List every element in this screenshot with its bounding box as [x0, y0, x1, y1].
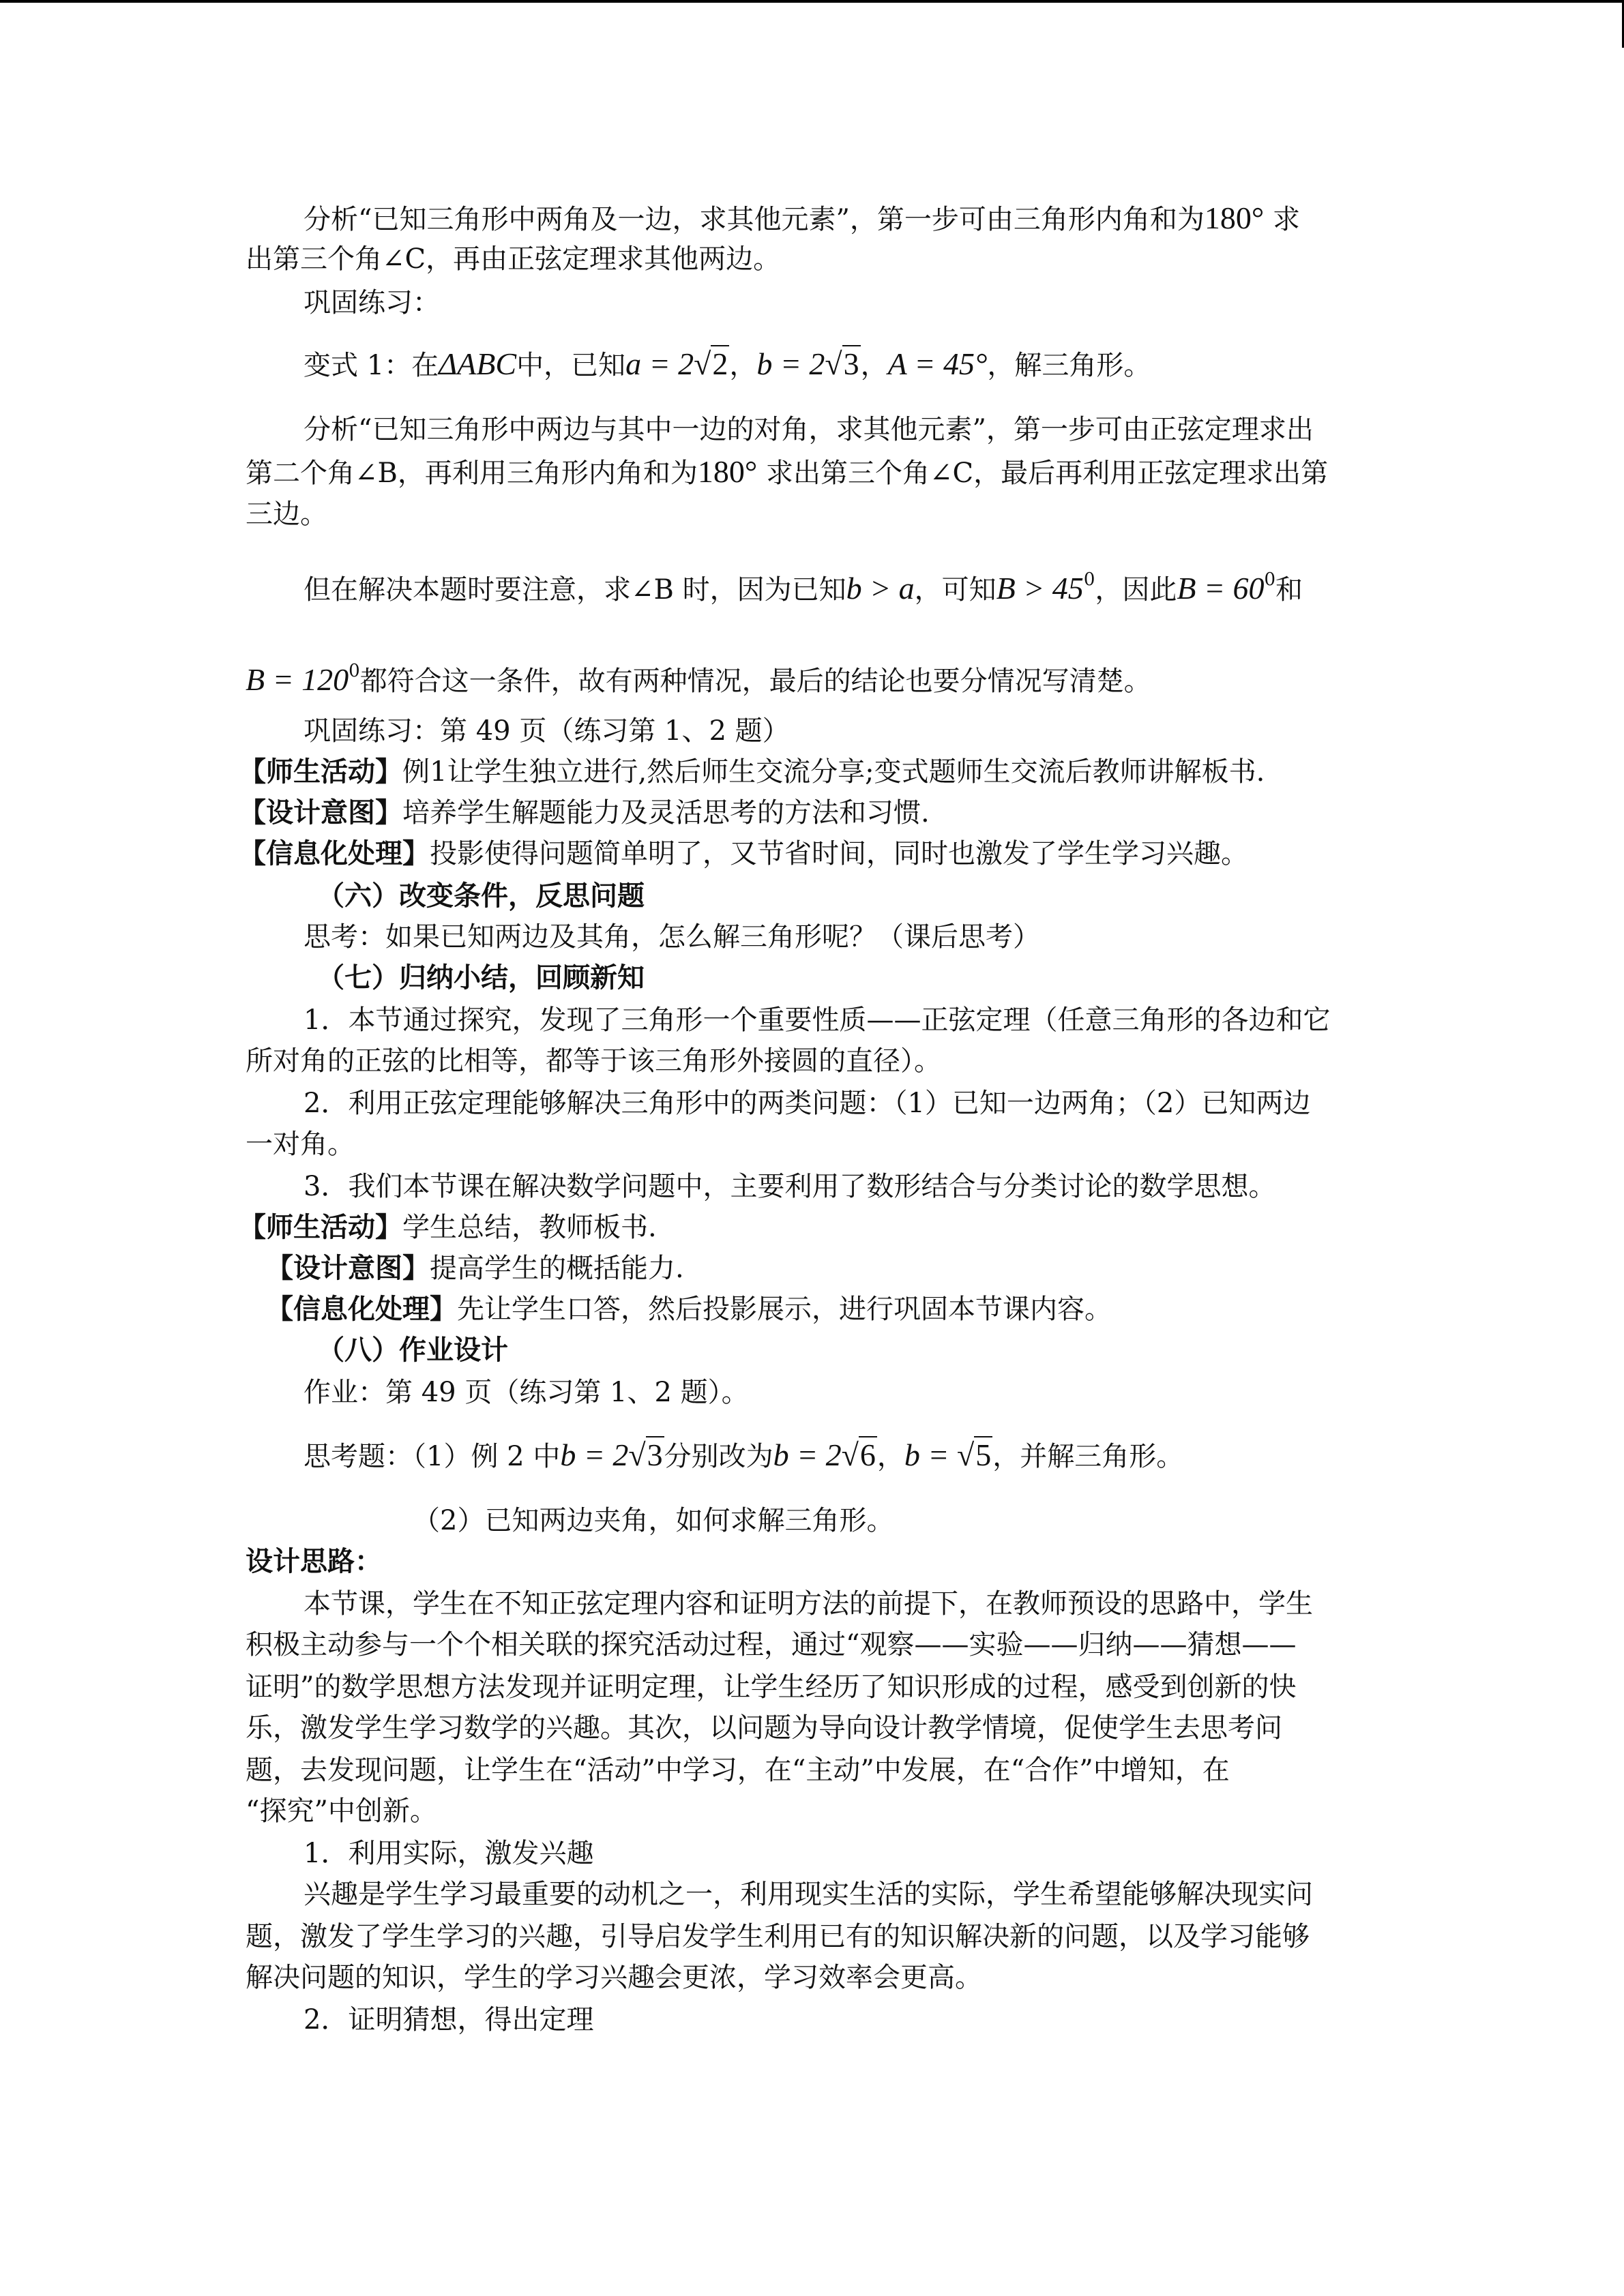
teacher-student-activity-2: 【师生活动】学生总结，教师板书. [239, 1211, 657, 1243]
thinking-question-2: （2）已知两边夹角，如何求解三角形。 [413, 1505, 894, 1536]
summary-item-2-line-1: 2．利用正弦定理能够解决三角形中的两类问题：（1）已知一边两角；（2）已知两边 [304, 1088, 1311, 1119]
summary-item-1-line-2: 所对角的正弦的比相等，都等于该三角形外接圆的直径）。 [246, 1045, 941, 1077]
sqrt-radical: 3 [647, 1437, 663, 1472]
summary-item-3: 3．我们本节课在解决数学问题中，主要利用了数形结合与分类讨论的数学思想。 [304, 1171, 1276, 1202]
section-7-title: （七）归纳小结，回顾新知 [317, 961, 645, 994]
practice-assignment: 巩固练习：第 49 页（练习第 1、2 题） [304, 715, 790, 747]
sqrt-sign: √ [825, 346, 842, 381]
sqrt-sign: √ [628, 1437, 646, 1472]
design-ideas-subheading-2: 2．证明猜想，得出定理 [304, 2004, 594, 2036]
sqrt-radical: 6 [859, 1437, 876, 1472]
design-ideas-paragraph-2-line-1: 兴趣是学生学习最重要的动机之一，利用现实生活的实际，学生希望能够解决现实问 [304, 1879, 1313, 1910]
design-ideas-paragraph-1-line-5: 题，去发现问题，让学生在“活动”中学习，在“主动”中发展，在“合作”中增知，在 [246, 1755, 1230, 1786]
variant-1-problem: 变式 1：在ΔABC中，已知a = 2√2，b = 2√3，A = 45°，解三角形。 [304, 346, 1151, 381]
page-top-border [0, 0, 1623, 3]
analysis-paragraph-2-line-3: 三边。 [246, 498, 327, 530]
design-ideas-paragraph-1-line-2: 积极主动参与一个个相关联的探究活动过程，通过“观察——实验——归纳——猜想—— [246, 1629, 1297, 1660]
design-intent-2: 【设计意图】提高学生的概括能力. [266, 1252, 684, 1284]
design-ideas-paragraph-2-line-2: 题，激发了学生学习的兴趣，引导启发学生利用已有的知识解决新的问题，以及学习能够 [246, 1921, 1310, 1952]
note-paragraph-line-2: $B = 120^0$都符合这一条件，故有两种情况，最后的结论也要分情况写清楚。 [246, 661, 1151, 697]
sqrt-sign: √ [841, 1437, 859, 1472]
design-ideas-paragraph-1-line-3: 证明”的数学思想方法发现并证明定理，让学生经历了知识形成的过程，感受到创新的快 [246, 1671, 1297, 1703]
summary-item-1-line-1: 1．本节通过探究，发现了三角形一个重要性质——正弦定理（任意三角形的各边和它 [304, 1004, 1331, 1036]
analysis-paragraph-1-line-1: 分析“已知三角形中两角及一边，求其他元素”，第一步可由三角形内角和为180° 求 [304, 200, 1301, 235]
design-ideas-paragraph-1-line-6: “探究”中创新。 [246, 1795, 437, 1827]
thinking-question-1: 思考题：（1）例 2 中b = 2√3分别改为b = 2√6，b = √5，并解三角形。 [304, 1437, 1184, 1472]
analysis-paragraph-1-line-2: 出第三个角∠C，再由正弦定理求其他两边。 [246, 243, 781, 275]
homework-assignment: 作业：第 49 页（练习第 1、2 题）。 [304, 1377, 749, 1408]
note-paragraph-line-1: 但在解决本题时要注意，求∠B 时，因为已知b > a，可知$B > 45^0$，因此$B = 60^0$和 [304, 569, 1303, 606]
design-intent-1: 【设计意图】培养学生解题能力及灵活思考的方法和习惯. [239, 796, 930, 829]
practice-heading: 巩固练习： [304, 287, 440, 318]
design-ideas-subheading-1: 1．利用实际，激发兴趣 [304, 1838, 594, 1869]
design-ideas-paragraph-1-line-1: 本节课，学生在不知正弦定理内容和证明方法的前提下，在教师预设的思路中，学生 [304, 1588, 1313, 1620]
info-processing-2: 【信息化处理】先让学生口答，然后投影展示，进行巩固本节课内容。 [266, 1293, 1112, 1325]
sqrt-sign: √ [694, 346, 711, 381]
analysis-paragraph-2-line-2: 第二个角∠B，再利用三角形内角和为180° 求出第三个角∠C，最后再利用正弦定理求出第 [246, 454, 1329, 489]
info-processing-1: 【信息化处理】投影使得问题简单明了，又节省时间，同时也激发了学生学习兴趣。 [239, 837, 1248, 869]
design-ideas-title: 设计思路： [246, 1545, 382, 1577]
analysis-paragraph-2-line-1: 分析“已知三角形中两边与其中一边的对角，求其他元素”，第一步可由正弦定理求出 [304, 414, 1314, 445]
sqrt-radical: 5 [975, 1437, 992, 1472]
section-8-title: （八）作业设计 [317, 1334, 508, 1366]
teacher-student-activity-1: 【师生活动】例1让学生独立进行,然后师生交流分享;变式题师生交流后教师讲解板书. [239, 756, 1265, 788]
section-6-title: （六）改变条件，反思问题 [317, 880, 645, 912]
summary-item-2-line-2: 一对角。 [246, 1129, 355, 1160]
section-6-think: 思考：如果已知两边及其角，怎么解三角形呢？（课后思考） [304, 921, 1040, 953]
design-ideas-paragraph-2-line-3: 解决问题的知识，学生的学习兴趣会更浓，学习效率会更高。 [246, 1962, 982, 1993]
sqrt-radical: 3 [843, 346, 859, 381]
sqrt-sign: √ [956, 1437, 975, 1472]
sqrt-radical: 2 [712, 346, 728, 381]
design-ideas-paragraph-1-line-4: 乐，激发学生学习数学的兴趣。其次，以问题为导向设计教学情境，促使学生去思考问 [246, 1712, 1282, 1744]
